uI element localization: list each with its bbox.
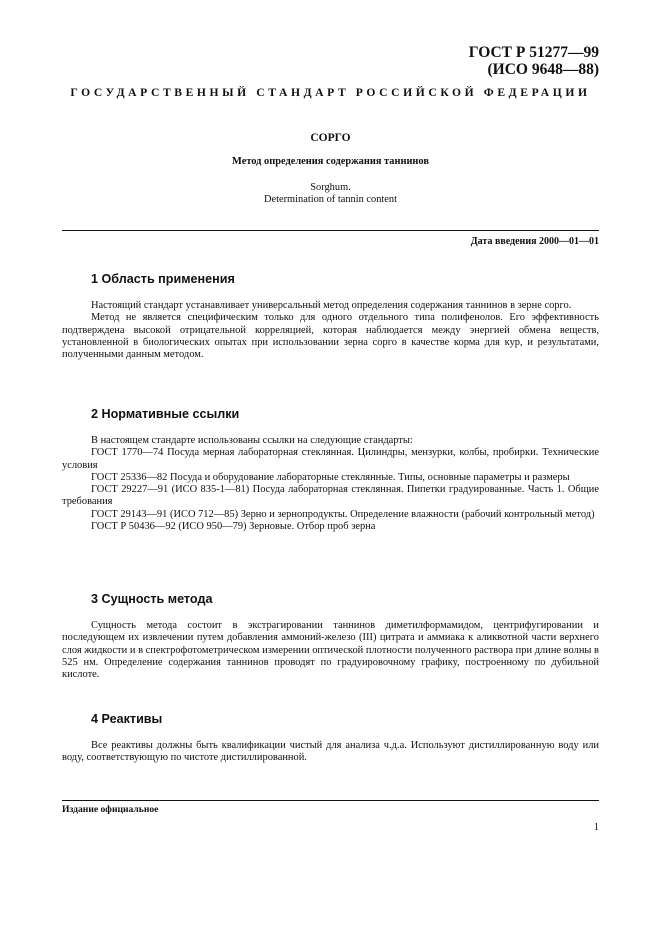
- document-title: СОРГО: [310, 132, 351, 144]
- english-title: [62, 182, 599, 206]
- standard-code-gost: ГОСТ Р 51277—99: [468, 44, 599, 61]
- standard-code: [469, 44, 599, 78]
- top-divider: [62, 230, 599, 231]
- section-scope: [62, 272, 599, 361]
- section-heading: 2 Нормативные ссылки: [91, 407, 240, 421]
- section-body: [62, 300, 599, 361]
- document-subtitle: Метод определения содержания таннинов: [232, 156, 429, 167]
- english-title-line-2: Determination of tannin content: [263, 194, 398, 205]
- reference-item: ГОСТ 29227—91 (ИСО 835-1—81) Посуда лабораторная стеклянная. Пипетки градуированные. Часть 1. Общие требования: [62, 484, 599, 508]
- section-heading: 3 Сущность метода: [91, 592, 213, 606]
- paragraph: Все реактивы должны быть квалификации чистый для анализа ч.д.а. Используют дистиллированную воду или воду, соответствующую по чистоте дистиллированной.: [62, 740, 599, 764]
- introduction-date: Дата введения 2000—01—01: [470, 236, 599, 247]
- reference-item: ГОСТ Р 50436—92 (ИСО 950—79) Зерновые. Отбор проб зерна: [91, 521, 376, 533]
- section-heading: 4 Реактивы: [91, 712, 163, 726]
- english-title-line-1: Sorghum.: [310, 182, 351, 193]
- section-body: [62, 740, 599, 765]
- reference-item: ГОСТ 25336—82 Посуда и оборудование лабораторные стеклянные. Типы, основные параметры и размеры: [91, 471, 570, 483]
- bottom-divider: [62, 800, 599, 801]
- section-reagents: [62, 712, 599, 765]
- reference-item: ГОСТ 1770—74 Посуда мерная лабораторная стеклянная. Цилиндры, мензурки, колбы, пробирки. Технические условия: [62, 447, 599, 471]
- paragraph: Сущность метода состоит в экстрагировании таннинов диметилформамидом, центрифугировании и последующем их извлечении путем добавления аммоний-железо (III) цитрата и аммиака к аликвотной части верхнего слоя жидкости и в спектрофотометрическом измерении оптической плотности полученного раствора при длине волны в 525 нм. Определение содержания таннинов проводят по градуировочному графику, построенному по дубильной кислоте.: [62, 620, 599, 681]
- section-heading: 1 Область применения: [91, 272, 235, 286]
- federation-standard-header: ГОСУДАРСТВЕННЫЙ СТАНДАРТ РОССИЙСКОЙ ФЕДЕРАЦИИ: [70, 86, 591, 99]
- standard-code-iso: (ИСО 9648—88): [487, 61, 599, 78]
- official-edition-label: Издание официальное: [62, 804, 159, 815]
- section-normative-references: [62, 407, 599, 533]
- reference-item: ГОСТ 29143—91 (ИСО 712—85) Зерно и зернопродукты. Определение влажности (рабочий контрольный метод): [91, 508, 595, 520]
- paragraph: В настоящем стандарте использованы ссылки на следующие стандарты:: [91, 435, 413, 446]
- page-number: 1: [593, 822, 599, 833]
- section-body: [62, 435, 599, 533]
- section-method-essence: [62, 592, 599, 681]
- paragraph: Настоящий стандарт устанавливает универсальный метод определения содержания таннинов в зерне сорго.: [91, 300, 572, 311]
- section-body: [62, 620, 599, 681]
- paragraph: Метод не является специфическим только для одного отдельного типа полифенолов. Его эффективность подтверждена высокой отрицательной корреляцией, которая наблюдается между энергией обмена веществ, установленной в биологических опытах при использовании зерна сорго в качестве корма для кур, и результатами, полученными данным методом.: [62, 312, 599, 361]
